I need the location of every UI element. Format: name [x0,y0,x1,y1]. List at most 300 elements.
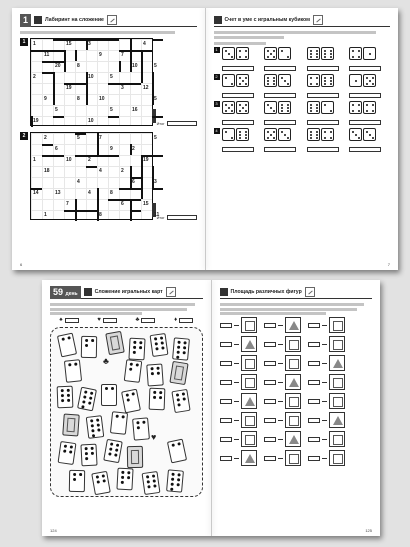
die-icon [236,128,249,141]
die-pip [281,131,283,133]
sum-answer-field[interactable] [222,147,254,152]
maze-number: 6 [121,201,124,207]
card-pip [177,346,180,349]
die-pip [310,131,312,133]
maze-number: 8 [110,190,113,196]
maze-wall [152,155,163,157]
card-pip [126,393,130,397]
maze-wall [42,155,64,157]
sum-answer-field[interactable] [307,147,339,152]
sum-answer-field[interactable] [222,66,254,71]
maze-number: 14 [33,190,39,196]
area-answer-field[interactable] [264,456,276,461]
sum-answer-field[interactable] [264,120,296,125]
maze-number: 9 [99,52,102,58]
die-icon [236,47,249,60]
die-pip [310,56,312,58]
card-pip [154,337,157,340]
die-pip [242,80,244,82]
area-exercise [220,336,257,352]
die-pip [324,80,326,82]
die-pip [239,134,241,136]
maze-grid [30,132,160,220]
die-pip [310,83,312,85]
die-pip [330,77,332,79]
card-pip [81,405,85,409]
maze-number: 5 [110,74,113,80]
maze-number: 19 [33,118,39,124]
arrow-icon [278,439,283,440]
maze-number-badge: 2 [20,132,28,140]
playing-card [81,336,97,358]
area-answer-field[interactable] [308,342,320,347]
card-pip [139,346,142,349]
area-exercise [264,317,301,333]
die-pip [287,104,289,106]
card-pip [85,344,88,347]
die-pip [231,104,233,106]
row-number-badge: 1 [215,46,218,52]
die-icon [363,74,376,87]
die-pip [324,77,326,79]
die-icon [321,47,334,60]
card-pip [102,474,105,477]
die-icon [307,47,320,60]
playing-card [110,411,128,435]
sum-answer-field[interactable] [349,120,381,125]
playing-card [77,387,97,412]
die-icon [264,74,277,87]
die-pip [239,131,241,133]
shape-figure [329,450,345,466]
dice-group [349,74,390,92]
die-icon [363,47,376,60]
card-pip [159,391,162,394]
die-pip [281,104,283,106]
maze-number: 2 [88,157,91,163]
suit-answer-field[interactable] [141,318,155,323]
sum-answer-field[interactable] [307,120,339,125]
card-pip [92,434,95,437]
die-icon [264,47,277,60]
card-pip [152,474,155,477]
card-pip [105,387,108,390]
area-exercise-row [220,431,373,447]
dice-group [264,128,305,146]
die-pip [287,110,289,112]
area-answer-field[interactable] [220,418,232,423]
die-pip [273,137,275,139]
suit-answer-field[interactable] [179,318,193,323]
area-answer-field[interactable] [264,399,276,404]
area-answer-field[interactable] [264,380,276,385]
shape-figure [241,355,257,371]
area-answer-field[interactable] [220,437,232,442]
maze-wall [42,72,53,74]
card-pip [96,418,99,421]
die-pip [330,131,332,133]
shape-figure [329,393,345,409]
die-pip [330,56,332,58]
instruction-line [220,303,365,306]
card-pip [153,396,156,399]
maze-2 [20,132,197,220]
card-pip [121,481,124,484]
card-pip [61,394,64,397]
die-pip [273,110,275,112]
maze-number: 15 [66,41,72,47]
maze-number: 4 [77,179,80,185]
area-exercise [220,431,257,447]
playing-card [57,333,77,358]
die-icon [363,128,376,141]
maze-page-header [20,14,197,27]
area-answer-field[interactable] [308,399,320,404]
row-number-badge: 2 [215,73,218,79]
die-pip [369,134,371,136]
sum-answer-field[interactable] [264,93,296,98]
area-answer-field[interactable] [308,380,320,385]
die-pip [228,53,230,55]
area-exercise [220,450,257,466]
card-pip [171,443,175,447]
card-pip [171,478,174,481]
die-pip [273,131,275,133]
day-badge [50,286,81,299]
area-answer-field[interactable] [264,437,276,442]
instruction-line [220,308,357,311]
shape-figure [285,336,301,352]
shape-figure [285,393,301,409]
area-answer-field[interactable] [308,437,320,442]
sum-answer-field[interactable] [307,66,339,71]
maze-number: 10 [66,157,72,163]
dice-pair [349,47,390,71]
sum-answer-field[interactable] [222,93,254,98]
page-title: Счет в уме с игральным кубиком [224,17,310,23]
maze-number: 2 [132,146,135,152]
arrow-icon [322,363,327,364]
die-pip [324,56,326,58]
playing-card [121,389,141,414]
sum-answer-field[interactable] [349,66,381,71]
suit-answer-field[interactable] [65,318,79,323]
die-icon [321,101,334,114]
sum-answer-field[interactable] [307,93,339,98]
instruction-line [20,31,175,34]
checkbox-icon [214,16,222,24]
die-pip [239,137,241,139]
maze-number: 10 [132,63,138,69]
maze-number: 18 [44,168,50,174]
maze-wall [64,50,66,72]
card-pip [176,356,179,359]
page-title: Площадь различных фигур [230,289,302,295]
suit-heart [97,317,117,323]
card-pip [161,341,164,344]
maze-number: 13 [55,190,61,196]
maze-grid [30,38,157,126]
card-pip [182,392,185,395]
dice-group [264,101,305,119]
die-pip [270,107,272,109]
sum-answer-field[interactable] [222,120,254,125]
answer-field[interactable] [167,215,197,220]
card-pip [157,372,160,375]
die-pip [352,131,354,133]
die-pip [273,77,275,79]
pencil-corner-icon [313,15,323,25]
arrow-icon [322,439,327,440]
area-answer-field[interactable] [220,361,232,366]
area-answer-field[interactable] [264,342,276,347]
card-pip [147,485,150,488]
instruction-line [214,36,285,39]
die-pip [273,80,275,82]
suit-answer-field[interactable] [103,318,117,323]
playing-card [142,471,161,495]
die-icon [321,74,334,87]
maze-number: 4 [143,41,146,47]
area-answer-field[interactable] [264,361,276,366]
area-answer-field[interactable] [308,456,320,461]
maze-number: 3 [154,179,157,185]
dice-pair [349,128,390,152]
dice-group [307,101,348,119]
instruction-line [214,31,376,34]
suit-spade [59,317,78,323]
dice-group [264,74,305,92]
maze-wall [152,39,163,41]
die-pip [324,53,326,55]
card-pip [177,403,180,406]
die-icon [278,101,291,114]
die-pip [316,134,318,136]
area-answer-field[interactable] [220,399,232,404]
card-pip [110,442,113,445]
die-pip [239,104,241,106]
arrow-icon [234,363,239,364]
row-number-badge: 4 [215,127,218,133]
maze-number: 4 [88,190,91,196]
maze-number: 5 [55,107,58,113]
dice-pair [349,101,390,125]
playing-card [149,388,166,411]
card-pip [130,363,133,366]
die-pip [225,104,227,106]
maze-number: 15 [143,201,149,207]
area-answer-field[interactable] [220,380,232,385]
card-pip [153,484,156,487]
die-pip [310,107,312,109]
card-pip [176,393,179,396]
die-pip [231,83,233,85]
maze-wall [119,61,121,72]
die-icon [264,101,277,114]
sum-answer-field[interactable] [264,147,296,152]
die-icon [222,74,235,87]
die-pip [366,83,368,85]
playing-card [166,469,184,492]
playing-card [57,386,74,409]
die-pip [366,104,368,106]
die-pip [245,134,247,136]
card-pip [116,443,119,446]
die-pip [273,56,275,58]
die-pip [281,110,283,112]
area-answer-field[interactable] [264,418,276,423]
maze-number: 8 [77,96,80,102]
checkbox-icon [220,288,228,296]
card-pip [177,351,180,354]
shape-figure [285,450,301,466]
die-pip [316,53,318,55]
playing-card [146,363,163,386]
card-pip [155,342,158,345]
instruction-line [50,308,187,311]
area-answer-field[interactable] [264,323,276,328]
die-pip [324,50,326,52]
die-pip [245,56,247,58]
instruction-line [220,312,327,315]
card-pip [85,339,88,342]
shape-figure [285,317,301,333]
card-pip [84,390,88,394]
pencil-corner-icon [305,287,315,297]
page-title: Сложение игральных карт [94,289,163,295]
shape-figure [329,317,345,333]
area-exercise [220,317,257,333]
card-pip [133,346,136,349]
playing-card [105,331,125,355]
area-exercise [220,412,257,428]
sum-answer-field[interactable] [349,147,381,152]
maze-wall [152,188,163,190]
maze-number: 5 [110,107,113,113]
maze-wall [108,199,130,201]
card-pip [91,424,94,427]
die-pip [239,83,241,85]
card-pip [183,346,186,349]
card-pip [156,367,159,370]
card-pip [74,363,77,366]
card-pip [91,447,94,450]
maze-number: 9 [44,96,47,102]
die-pip [324,137,326,139]
sum-answer-field[interactable] [264,66,296,71]
maze-wall [75,50,77,61]
arrow-icon [278,382,283,383]
die-pip [287,56,289,58]
maze-number: 1 [33,157,36,163]
playing-card [128,338,145,361]
dice-pair [222,128,263,152]
area-exercise-row [220,450,373,466]
card-pip [89,396,93,400]
card-pip [127,398,131,402]
area-page [212,280,381,536]
page-number: 6 [20,262,23,267]
card-pip [177,478,180,481]
top-spread [12,8,398,270]
example-line [214,42,267,45]
dice-group [264,47,305,65]
die-icon [222,128,235,141]
dice-group [349,101,390,119]
die-icon [264,128,277,141]
die-pip [330,53,332,55]
area-answer-field[interactable] [220,323,232,328]
loose-club-icon: ♣ [103,356,109,366]
area-answer-field[interactable] [308,323,320,328]
die-pip [355,80,357,82]
card-pip [90,392,94,396]
maze-number: 7 [121,52,124,58]
card-pip [133,351,136,354]
maze-number-badge: 1 [20,38,28,46]
area-exercise [220,355,257,371]
arrow-icon [278,325,283,326]
die-pip [316,77,318,79]
suit-diamond [174,317,193,323]
shape-figure [285,374,301,390]
die-pip [316,104,318,106]
die-pip [281,107,283,109]
card-pip [111,387,114,390]
area-answer-field[interactable] [308,361,320,366]
area-answer-field[interactable] [308,418,320,423]
die-pip [316,137,318,139]
card-pip [97,480,100,483]
dice-group [307,47,348,65]
answer-field[interactable] [167,121,197,126]
arrow-icon [278,458,283,459]
dice-pair [222,47,263,71]
area-exercise [264,336,301,352]
die-icon [307,101,320,114]
die-pip [287,83,289,85]
sum-answer-field[interactable] [349,93,381,98]
maze-wall [141,50,143,83]
card-pip [85,447,88,450]
die-pip [366,131,368,133]
area-exercise [308,431,345,447]
card-pip [177,341,180,344]
maze-number: 5 [154,135,157,141]
card-pip [133,341,136,344]
page-number: 7 [387,262,390,267]
area-answer-field[interactable] [220,342,232,347]
maze-number: 7 [99,135,102,141]
dice-group [307,128,348,146]
die-pip [316,110,318,112]
card-pip [183,397,186,400]
maze-number: 1 [33,41,36,47]
die-pip [372,83,374,85]
card-pip [90,419,93,422]
maze-wall [119,188,141,190]
die-pip [316,83,318,85]
dice-pair [264,101,305,125]
die-pip [239,110,241,112]
card-pip [114,453,117,456]
shape-figure [241,317,257,333]
die-pip [324,104,326,106]
area-answer-field[interactable] [220,456,232,461]
page-number: 125 [365,528,372,533]
card-pip [91,429,94,432]
card-pip [83,395,87,399]
